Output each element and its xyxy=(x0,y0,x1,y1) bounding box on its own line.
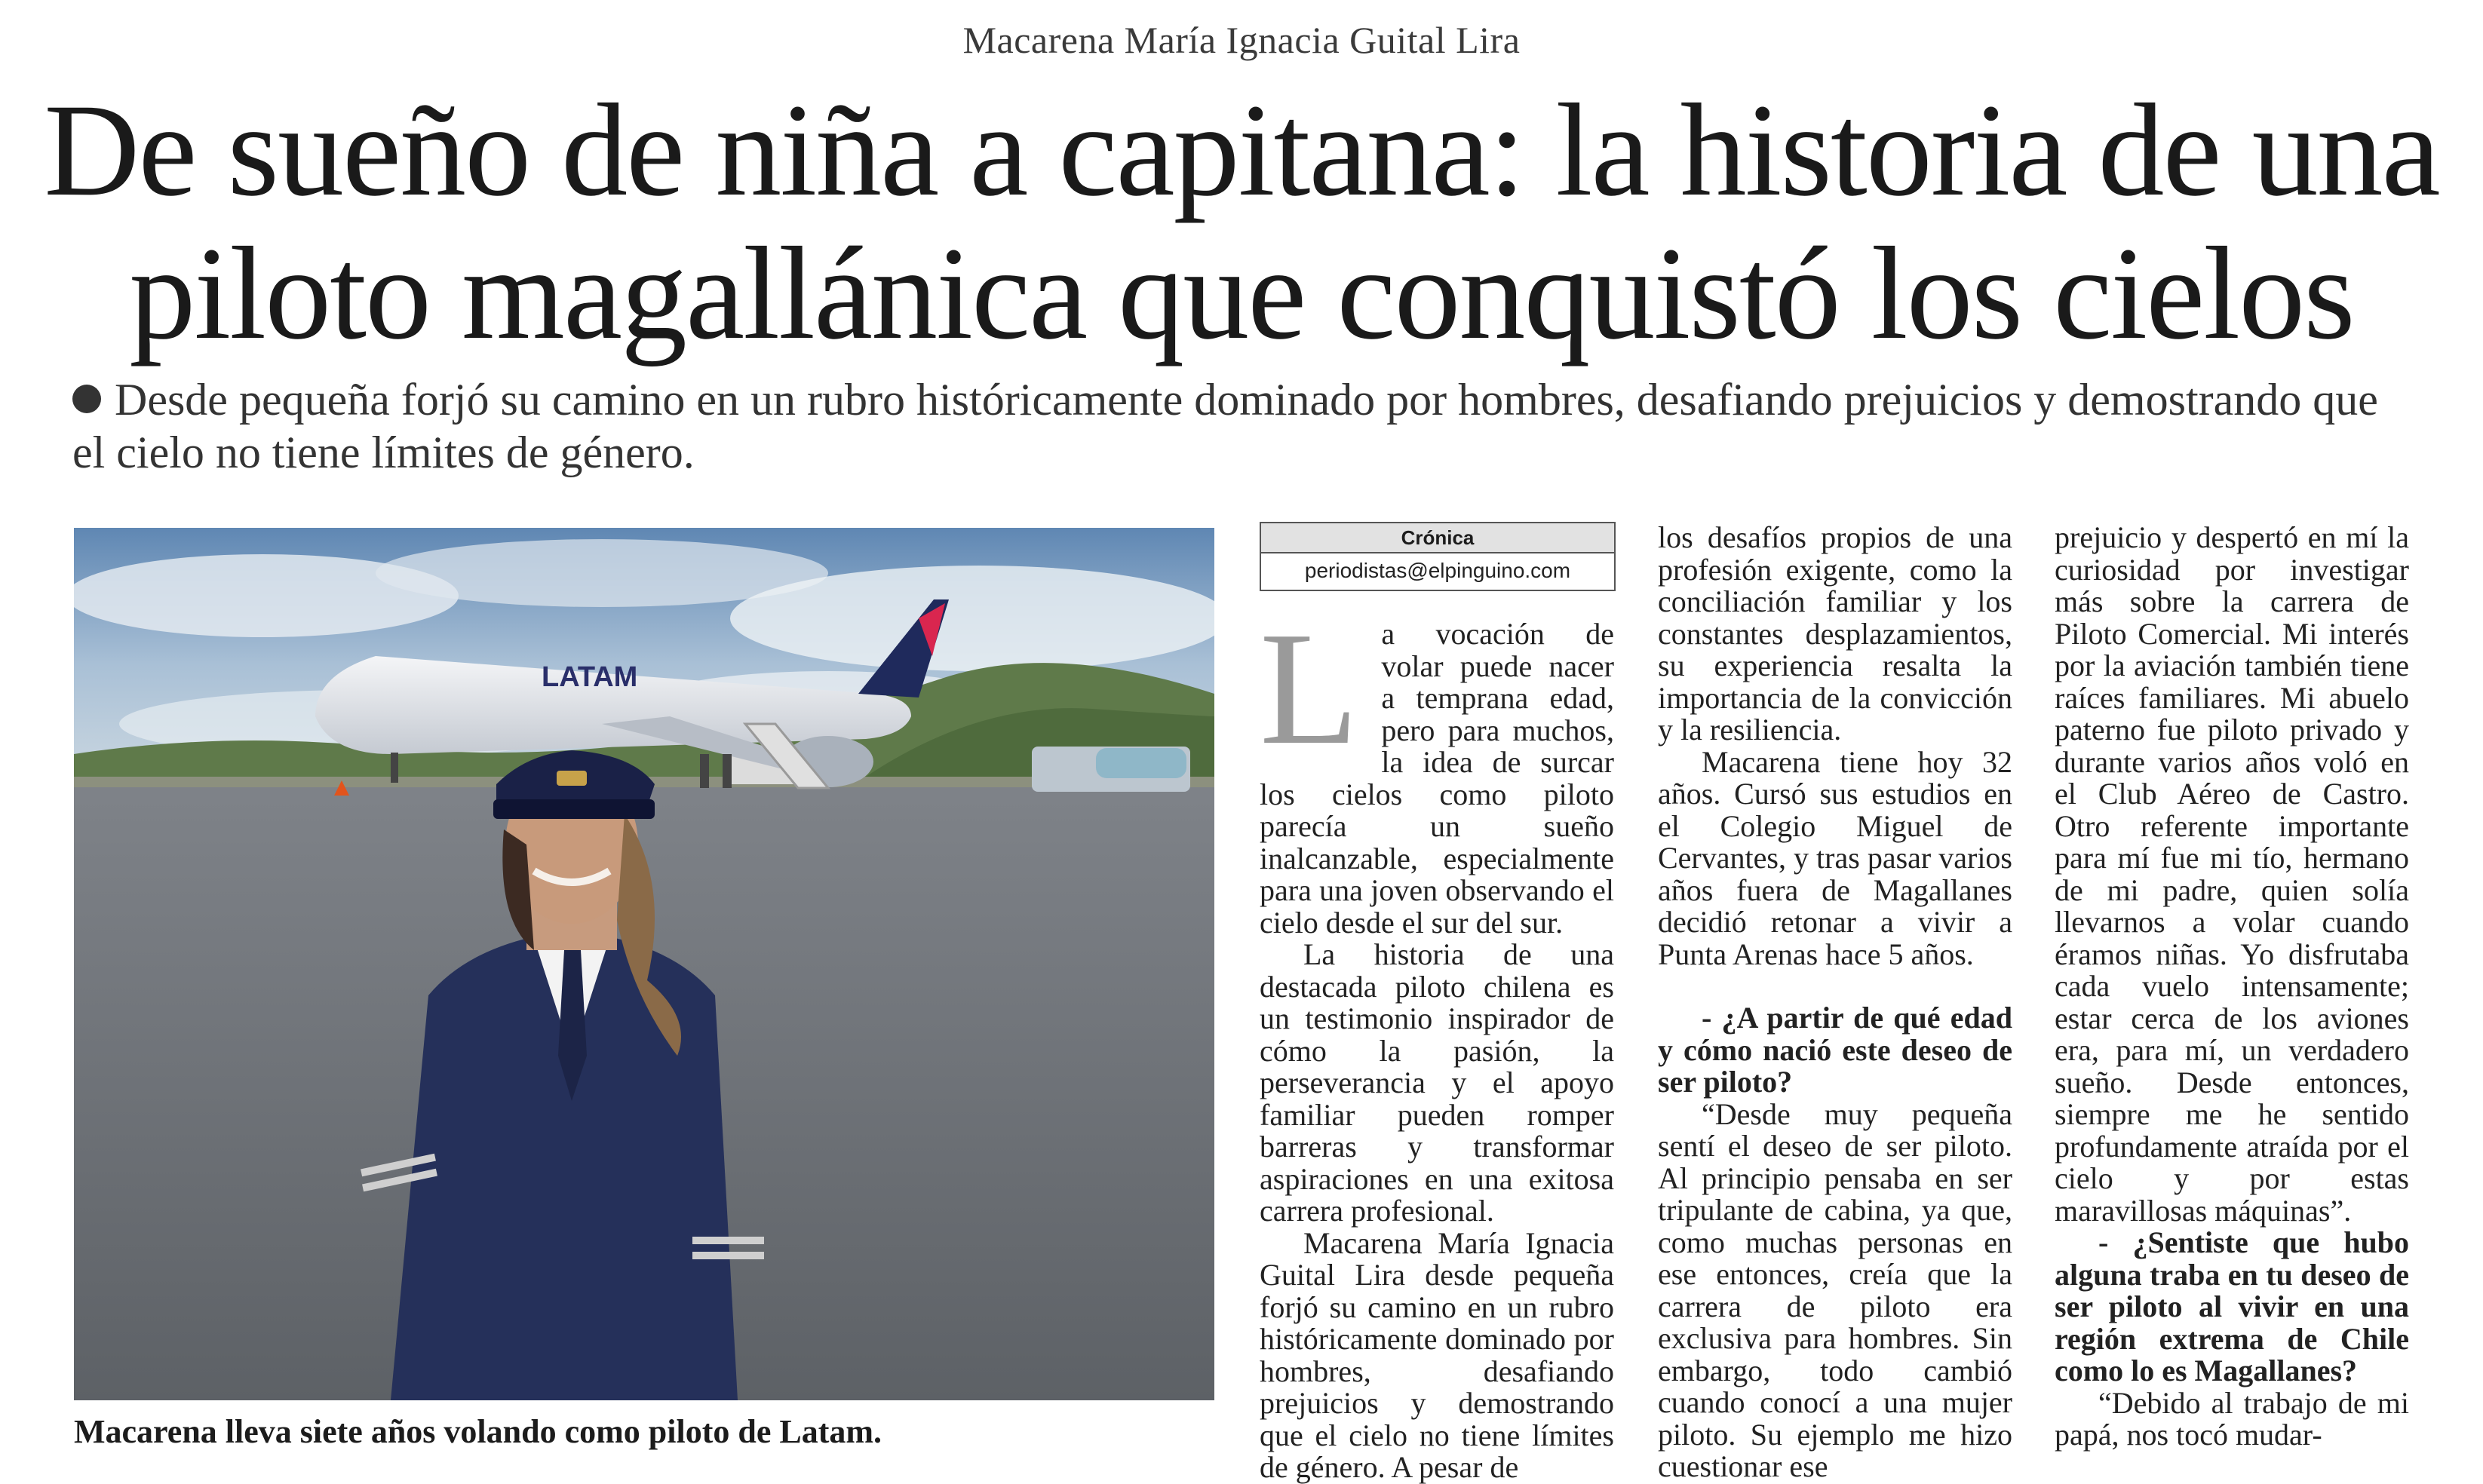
photo-caption: Macarena lleva siete años volando como piloto de Latam. xyxy=(74,1413,882,1450)
pilot-and-airplane-illustration xyxy=(74,528,1214,1400)
headline xyxy=(30,79,2453,366)
paragraph: a vocación de volar puede nacer a temprana edad, pero para muchos, la idea de surcar los cielos como piloto parecía un sueño inalcanzable, especialmente para una joven observando el cielo desde el sur del sur. xyxy=(1260,617,1614,940)
interview-question: - ¿A partir de qué edad y cómo nació este deseo de ser piloto? xyxy=(1658,1001,2012,1099)
paragraph: “Debido al trabajo de mi papá, nos tocó mudar- xyxy=(2055,1385,2409,1452)
contact-email[interactable]: periodistas@elpinguino.com xyxy=(1304,559,1571,582)
byline: Macarena María Ignacia Guital Lira xyxy=(962,19,1521,61)
headline-line-2: piloto magallánica que conquistó los cielos xyxy=(129,220,2354,367)
article-photo xyxy=(74,528,1214,1400)
paragraph: prejuicio y despertó en mí la curiosidad por investigar más sobre la carrera de Piloto Comercial. Mi interés por la aviación también tiene raíces familiares. Mi abuelo paterno fue piloto privado y durante varios años voló en el Club Aéreo de Castro. Otro referente importante para mí fue mi tío, hermano de mi padre, quien solía llevarnos a volar cuando éramos niñas. Yo disfrutaba cada vuelo intensamente; estar cerca de los aviones era, para mí, un verdadero sueño. Desde entonces, siempre me he sentido profundamente atraída por el cielo y por estas maravillosas máquinas”. xyxy=(2055,520,2409,1228)
article-column-3 xyxy=(2055,522,2409,1452)
paragraph: los desafíos propios de una profesión exigente, como la conciliación familiar y los constantes desplazamientos, su experiencia resalta la importancia de la convicción y la resiliencia. xyxy=(1658,520,2012,747)
subheadline-text: Desde pequeña forjó su camino en un rubro históricamente dominado por hombres, desafiando prejuicios y demostrando que el cielo no tiene límites de género. xyxy=(72,375,2378,477)
latam-logo: LATAM xyxy=(542,661,638,693)
article-column-2 xyxy=(1658,522,2012,1483)
headline-line-1: De sueño de niña a capitana: la historia de una xyxy=(44,77,2439,224)
section-title: Crónica xyxy=(1261,523,1614,553)
interview-question: - ¿Sentiste que hubo alguna traba en tu deseo de ser piloto al vivir en una región extrema de Chile como lo es Magallanes? xyxy=(2055,1225,2409,1387)
subheadline xyxy=(72,373,2380,479)
article-column-1 xyxy=(1260,598,1614,1484)
paragraph: La historia de una destacada piloto chilena es un testimonio inspirador de cómo la pasión, la perseverancia y el apoyo familiar pueden romper barreras y transformar aspiraciones en una exitosa carrera profesional. xyxy=(1260,937,1614,1228)
section-label-box xyxy=(1260,522,1616,591)
bullet-dot-icon xyxy=(72,385,101,413)
paragraph: Macarena tiene hoy 32 años. Cursó sus estudios en el Colegio Miguel de Cervantes, y tras pasar varios años fuera de Magallanes decidió retonar a vivir a Punta Arenas hace 5 años. xyxy=(1658,744,2012,971)
paragraph-spacer xyxy=(1658,970,2012,1002)
paragraph: “Desde muy pequeña sentí el deseo de ser piloto. Al principio pensaba en ser tripulante de cabina, ya que, como muchas personas en ese entonces, creía que la carrera de piloto era exclusiva para hombres. Sin embargo, todo cambió cuando conocí a una mujer piloto. Su ejemplo me hizo cuestionar ese xyxy=(1658,1096,2012,1483)
paragraph: Macarena María Ignacia Guital Lira desde pequeña forjó su camino en un rubro históricamente dominado por hombres, desafiando prejuicios y demostrando que el cielo no tiene límites de género. A pesar de xyxy=(1260,1225,1614,1484)
drop-cap: L xyxy=(1260,598,1359,778)
